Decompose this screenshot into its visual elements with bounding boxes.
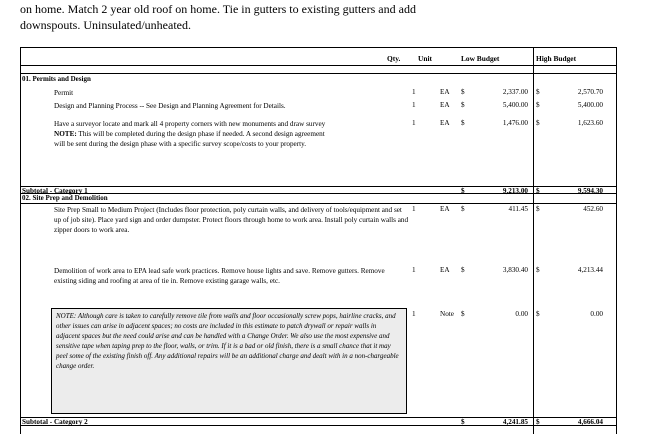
survey-line-1: Have a surveyor locate and mark all 4 property corners with new monuments and draw survey [54,120,326,128]
line-item-unit: EA [440,119,450,127]
header-divider [21,65,616,66]
currency-symbol: $ [536,310,540,318]
header-high-budget: High Budget [536,54,577,63]
currency-symbol: $ [536,418,540,426]
subtotal-label: Subtotal - Category 2 [22,418,88,426]
row-divider [21,203,616,204]
currency-symbol: $ [536,88,540,96]
currency-symbol: $ [536,101,540,109]
line-item-qty: 1 [412,101,416,109]
intro-line-2: downspouts. Uninsulated/unheated. [20,18,191,32]
line-item-qty: 1 [412,310,416,318]
line-item-high: 2,570.70 [577,88,603,96]
line-item-qty: 1 [412,119,416,127]
line-item-unit: EA [440,88,450,96]
line-item-description: Site Prep Small to Medium Project (Includes floor protection, poly curtain walls, and delivery of tools/equipment and set up of job site). Place yard sign and order dumpster. Protect floors through home to work area. Install poly curtain walls and zipper doors to work area. [54,206,409,234]
currency-symbol: $ [461,205,465,213]
subtotal-low: 9,213.00 [502,187,528,195]
currency-symbol: $ [461,310,465,318]
line-item-high: 5,400.00 [577,101,603,109]
line-item-unit: EA [440,101,450,109]
survey-line-2: This will be completed during the design phase if needed. A second design agreement [76,130,325,138]
header-low-budget: Low Budget [461,54,500,63]
line-item-high: 1,623.60 [577,119,603,127]
survey-note-label: NOTE: [54,130,77,138]
currency-symbol: $ [536,205,540,213]
intro-line-1: on home. Match 2 year old roof on home. Tie in gutters to existing gutters and add [20,2,416,16]
line-item-unit: EA [440,266,450,274]
line-item-description: Demolition of work area to EPA lead safe work practices. Remove house lights and save. Remove gutters. Remove existing siding and roofing at area of tie in. Remove existing garage walls, etc. [54,267,385,285]
line-item-unit: EA [440,205,450,213]
line-item-low: 411.45 [508,205,528,213]
column-divider [533,48,534,434]
currency-symbol: $ [461,119,465,127]
line-item-qty: 1 [412,88,416,96]
line-item-unit: Note [440,310,454,318]
line-item-description [54,119,409,149]
line-item-description: Design and Planning Process -- See Design and Planning Agreement for Details. [54,102,286,110]
currency-symbol: $ [461,418,465,426]
currency-symbol: $ [461,101,465,109]
line-item-low: 2,337.00 [502,88,528,96]
row-divider [21,73,616,74]
currency-symbol: $ [536,119,540,127]
currency-symbol: $ [461,88,465,96]
currency-symbol: $ [536,187,540,195]
line-item-description: Permit [54,89,74,97]
line-item-high: 0.00 [590,310,603,318]
line-item-high: 452.60 [583,205,603,213]
subtotal-low: 4,241.85 [502,418,528,426]
note-text: NOTE: Although care is taken to carefully remove tile from walls and floor occasionally screw pops, hairline cracks, and other issues can arise in adjacent spaces; no costs are included in this estimate to patch drywall or repair walls in adjacent spaces but the need could arise and can be handled with a Change Order. We also use the most expensive and sensitive tape when taping prep to the floor, walls, or trim. If it is a bad or old finish, there is a small chance that it may peel some of the existing finish off. Any additional repairs will be an additional charge and dealt with in a non-chargeable change order. [56,312,399,370]
subtotal-label: Subtotal - Category 1 [22,187,88,195]
section-title: 01. Permits and Design [22,75,91,83]
line-item-low: 1,476.00 [502,119,528,127]
survey-line-3: will be sent during the design phase with a specific survey scope/costs to your property. [54,140,307,148]
currency-symbol: $ [461,266,465,274]
line-item-low: 0.00 [515,310,528,318]
section-title: 02. Site Prep and Demolition [22,194,108,202]
header-unit: Unit [418,54,432,63]
line-item-qty: 1 [412,205,416,213]
line-item-high: 4,213.44 [577,266,603,274]
subtotal-high: 4,666.04 [577,418,603,426]
line-item-qty: 1 [412,266,416,274]
line-item-low: 5,400.00 [502,101,528,109]
note-box [51,308,407,414]
currency-symbol: $ [536,266,540,274]
header-qty: Qty. [387,54,401,63]
currency-symbol: $ [461,187,465,195]
estimate-table [20,47,617,434]
subtotal-high: 9,594.30 [577,187,603,195]
line-item-low: 3,830.40 [502,266,528,274]
